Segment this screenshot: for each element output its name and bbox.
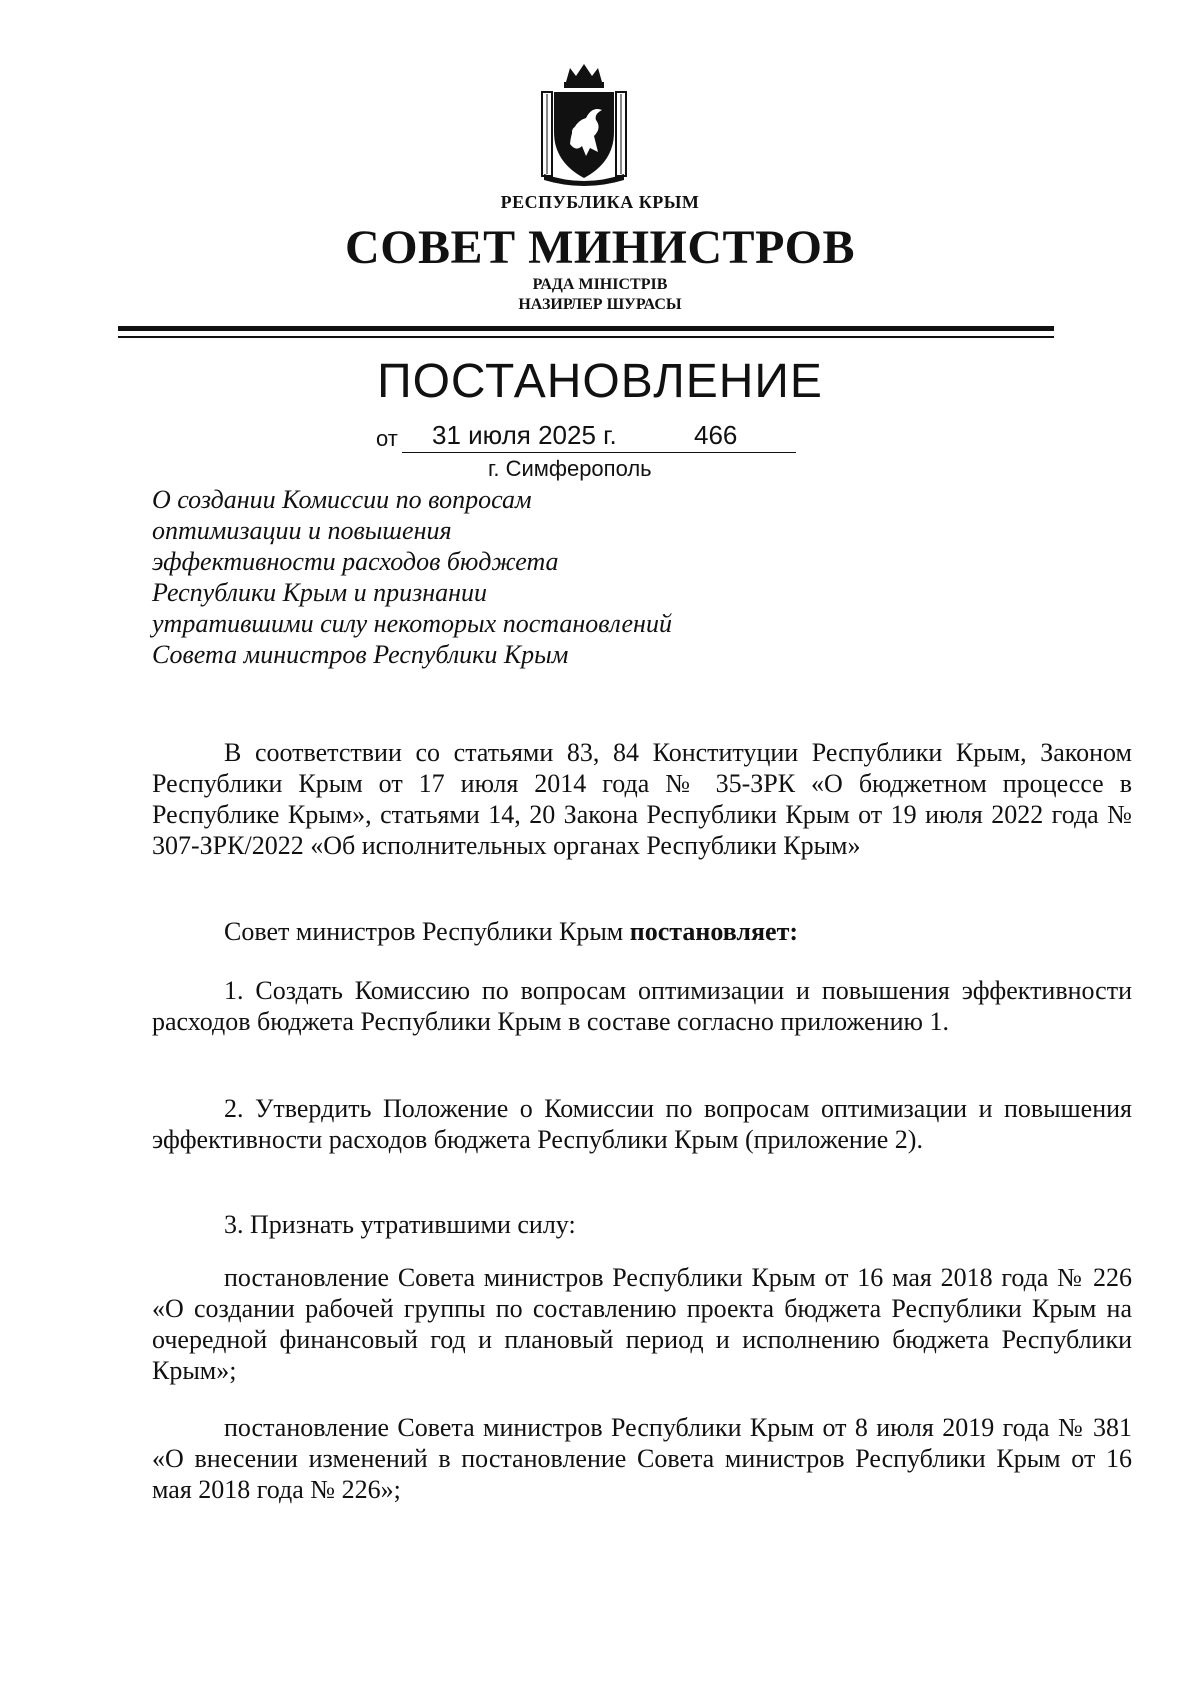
resolve-text: Совет министров Республики Крым bbox=[224, 917, 630, 946]
subject-line: оптимизации и повышения bbox=[152, 516, 452, 545]
decree-date: 31 июля 2025 г. bbox=[432, 420, 617, 450]
item-3-paragraph: 3. Признать утратившими силу: bbox=[224, 1210, 576, 1239]
item-2-paragraph: 2. Утвердить Положение о Комиссии по вопросам оптимизации и повышения эффективности расходов бюджета Республики Крым (приложение 2). bbox=[152, 1094, 1132, 1154]
item-1-paragraph: 1. Создать Комиссию по вопросам оптимизации и повышения эффективности расходов бюджета Республики Крым в составе согласно приложению 1. bbox=[152, 976, 1132, 1036]
subject-line: утратившими силу некоторых постановлений bbox=[152, 609, 672, 638]
subject-line: Республики Крым и признании bbox=[152, 578, 488, 607]
header-divider-thin bbox=[118, 336, 1054, 338]
decree-subject bbox=[152, 484, 872, 670]
preamble-paragraph: В соответствии со статьями 83, 84 Конституции Республики Крым, Законом Республики Крым от 17 июля 2014 года № 35-ЗРК «О бюджетном процессе в Республике Крым», статьями 14, 20 Закона Республики Крым от 19 июля 2022 года № 307-ЗРК/2022 «Об исполнительных органах Республики Крым» bbox=[152, 738, 1132, 860]
item-3b-paragraph: постановление Совета министров Республики Крым от 8 июля 2019 года № 381 «О внесении изменений в постановление Совета министров Республики Крым от 16 мая 2018 года № 226»; bbox=[152, 1413, 1132, 1504]
resolve-keyword: постановляет: bbox=[629, 917, 799, 946]
subject-line: О создании Комиссии по вопросам bbox=[152, 485, 532, 514]
document-title: ПОСТАНОВЛЕНИЕ bbox=[377, 355, 823, 408]
decree-city: г. Симферополь bbox=[488, 456, 652, 481]
decree-number: 466 bbox=[694, 420, 738, 450]
subject-line: эффективности расходов бюджета bbox=[152, 547, 559, 576]
item-3a-paragraph: постановление Совета министров Республики Крым от 16 мая 2018 года № 226 «О создании рабочей группы по составлению проекта бюджета Республики Крым на очередной финансовый год и плановый период и исполнению бюджета Республики Крым»; bbox=[152, 1263, 1132, 1385]
date-prefix: от bbox=[376, 426, 398, 451]
subject-line: Совета министров Республики Крым bbox=[152, 640, 569, 669]
date-underline bbox=[402, 452, 796, 453]
council-name-crimean-tatar: НАЗИРЛЕР ШУРАСЫ bbox=[518, 296, 682, 313]
resolve-paragraph bbox=[152, 916, 1132, 947]
republic-name: РЕСПУБЛИКА КРЫМ bbox=[500, 192, 700, 212]
coat-of-arms-icon bbox=[536, 62, 632, 186]
council-name: СОВЕТ МИНИСТРОВ bbox=[345, 221, 855, 274]
header-divider-thick bbox=[118, 326, 1054, 331]
council-name-ukrainian: РАДА МІНІСТРІВ bbox=[532, 276, 668, 293]
